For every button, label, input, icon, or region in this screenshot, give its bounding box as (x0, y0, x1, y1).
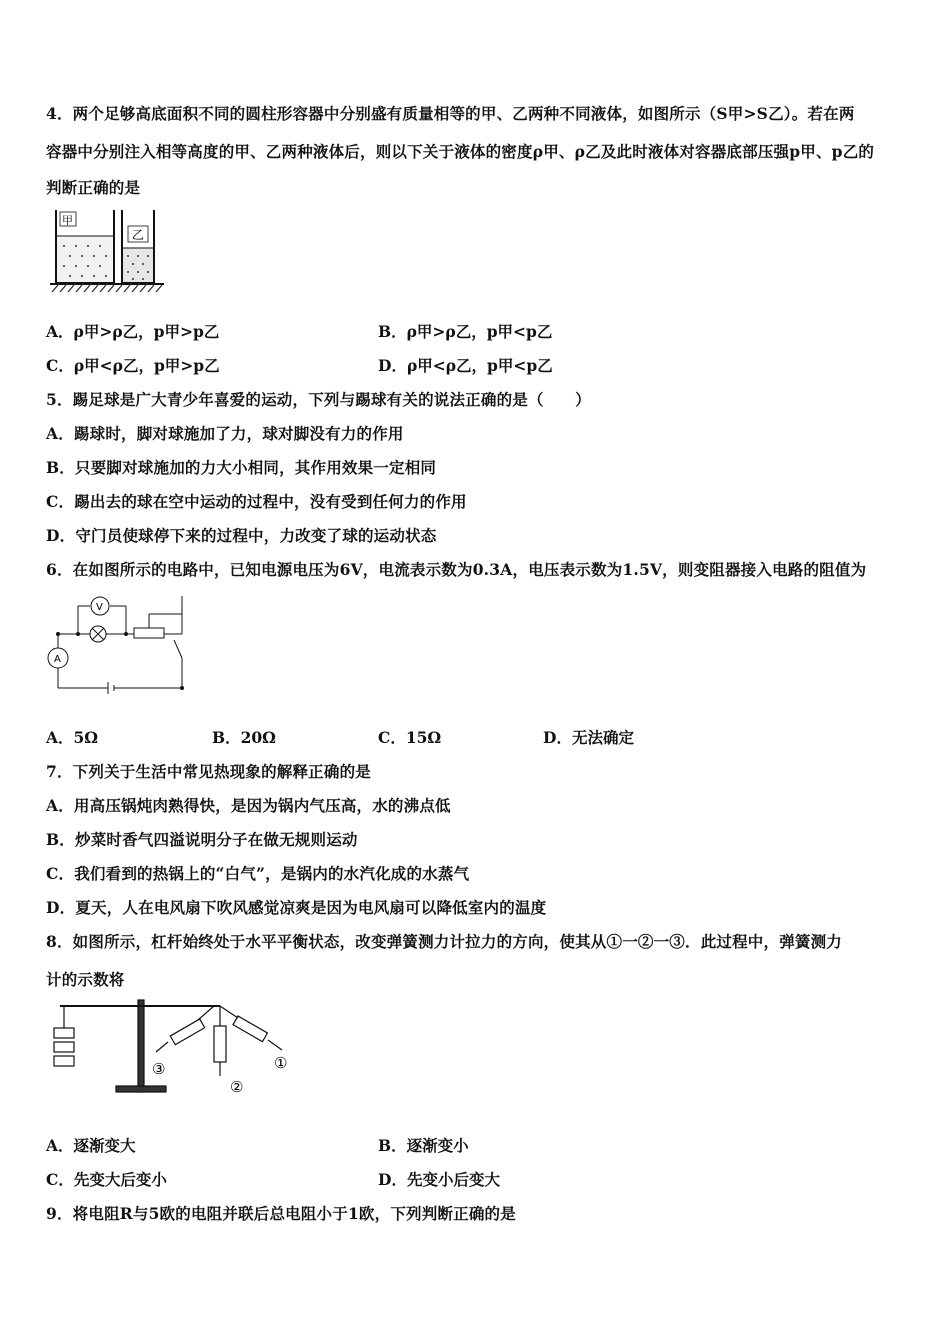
q8-label-2: ② (230, 1078, 244, 1096)
q5-stem: 5．踢足球是广大青少年喜爱的运动，下列与踢球有关的说法正确的是（ ） (46, 390, 591, 409)
q6-ammeter-label: A (54, 654, 61, 665)
q6-option-b[interactable]: B．20Ω (212, 728, 276, 747)
q7-option-c[interactable]: C．我们看到的热锅上的“白气”，是锅内的水汽化成的水蒸气 (46, 864, 470, 883)
q8-stem-line-2: 计的示数将 (46, 970, 125, 989)
q6-circuit-figure (44, 592, 194, 700)
q7-stem: 7．下列关于生活中常见热现象的解释正确的是 (46, 762, 371, 781)
q4-stem-line-2: 容器中分别注入相等高度的甲、乙两种液体后，则以下关于液体的密度ρ甲、ρ乙及此时液体对容器底部压强p甲、p乙的 (46, 142, 875, 161)
q4-option-b[interactable]: B．ρ甲>ρ乙，p甲<p乙 (378, 322, 553, 341)
q6-option-a[interactable]: A．5Ω (46, 728, 99, 747)
q4-containers-figure (48, 206, 166, 296)
q4-option-c[interactable]: C．ρ甲<ρ乙，p甲>p乙 (46, 356, 220, 375)
q8-stem-line-1: 8．如图所示，杠杆始终处于水平平衡状态，改变弹簧测力计拉力的方向，使其从①一②一③．此过程中，弹簧测力 (46, 932, 842, 951)
q6-option-d[interactable]: D．无法确定 (543, 728, 634, 747)
q4-stem-line-3: 判断正确的是 (46, 178, 141, 197)
q8-option-c[interactable]: C．先变大后变小 (46, 1170, 167, 1189)
q4-label-jia: 甲 (62, 214, 73, 227)
q7-option-d[interactable]: D．夏天，人在电风扇下吹风感觉凉爽是因为电风扇可以降低室内的温度 (46, 898, 547, 917)
q8-label-1: ① (274, 1054, 288, 1072)
q5-option-a[interactable]: A．踢球时，脚对球施加了力，球对脚没有力的作用 (46, 424, 404, 443)
q8-lever-figure (46, 998, 296, 1098)
q4-option-a[interactable]: A．ρ甲>ρ乙，p甲>p乙 (46, 322, 220, 341)
q4-label-yi: 乙 (132, 228, 145, 242)
q7-option-a[interactable]: A．用高压锅炖肉熟得快，是因为锅内气压高，水的沸点低 (46, 796, 451, 815)
q5-option-d[interactable]: D．守门员使球停下来的过程中，力改变了球的运动状态 (46, 526, 437, 545)
q5-option-b[interactable]: B．只要脚对球施加的力大小相同，其作用效果一定相同 (46, 458, 437, 477)
q6-stem: 6．在如图所示的电路中，已知电源电压为6V，电流表示数为0.3A，电压表示数为1.5V，则变阻器接入电路的阻值为 (46, 560, 867, 579)
q6-option-c[interactable]: C．15Ω (378, 728, 442, 747)
q8-option-a[interactable]: A．逐渐变大 (46, 1136, 136, 1155)
q6-voltmeter-label: V (96, 602, 103, 613)
q5-option-c[interactable]: C．踢出去的球在空中运动的过程中，没有受到任何力的作用 (46, 492, 467, 511)
q9-stem: 9．将电阻R与5欧的电阻并联后总电阻小于1欧，下列判断正确的是 (46, 1204, 516, 1223)
q8-option-d[interactable]: D．先变小后变大 (378, 1170, 500, 1189)
q8-option-b[interactable]: B．逐渐变小 (378, 1136, 469, 1155)
q4-option-d[interactable]: D．ρ甲<ρ乙，p甲<p乙 (378, 356, 553, 375)
q4-stem-line-1: 4．两个足够高底面积不同的圆柱形容器中分别盛有质量相等的甲、乙两种不同液体，如图所示（S甲>S乙）。若在两 (46, 104, 855, 123)
q8-label-3: ③ (152, 1060, 166, 1078)
q7-option-b[interactable]: B．炒菜时香气四溢说明分子在做无规则运动 (46, 830, 358, 849)
